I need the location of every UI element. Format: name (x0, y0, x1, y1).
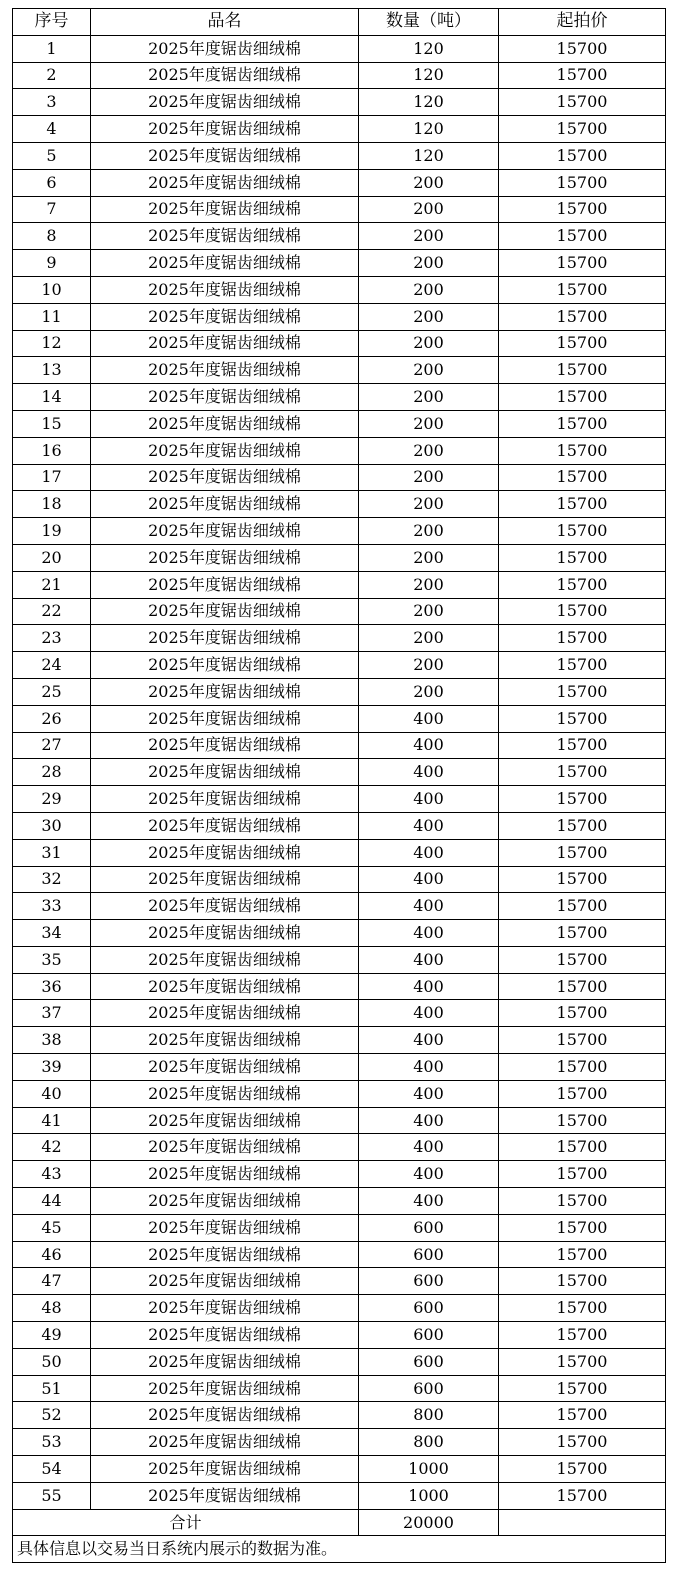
starting-price: 15700 (499, 491, 666, 518)
product-name: 2025年度锯齿细绒棉 (91, 1402, 359, 1429)
row-index: 26 (13, 705, 91, 732)
row-index: 36 (13, 973, 91, 1000)
table-row (13, 384, 666, 411)
table-row (13, 303, 666, 330)
product-name: 2025年度锯齿细绒棉 (91, 35, 359, 62)
table-row (13, 1429, 666, 1456)
quantity: 200 (359, 357, 499, 384)
quantity: 600 (359, 1241, 499, 1268)
quantity: 1000 (359, 1456, 499, 1483)
row-index: 42 (13, 1134, 91, 1161)
table-row (13, 946, 666, 973)
quantity: 200 (359, 625, 499, 652)
footnote: 具体信息以交易当日系统内展示的数据为准。 (13, 1536, 666, 1563)
row-index: 38 (13, 1027, 91, 1054)
starting-price: 15700 (499, 598, 666, 625)
row-index: 51 (13, 1375, 91, 1402)
product-name: 2025年度锯齿细绒棉 (91, 303, 359, 330)
quantity: 400 (359, 705, 499, 732)
product-name: 2025年度锯齿细绒棉 (91, 1080, 359, 1107)
product-name: 2025年度锯齿细绒棉 (91, 1188, 359, 1215)
quantity: 200 (359, 169, 499, 196)
table-row (13, 1161, 666, 1188)
product-name: 2025年度锯齿细绒棉 (91, 276, 359, 303)
row-index: 32 (13, 866, 91, 893)
starting-price: 15700 (499, 518, 666, 545)
table-row (13, 491, 666, 518)
table-row (13, 1375, 666, 1402)
starting-price: 15700 (499, 35, 666, 62)
product-name: 2025年度锯齿细绒棉 (91, 1429, 359, 1456)
table-row (13, 223, 666, 250)
product-name: 2025年度锯齿细绒棉 (91, 973, 359, 1000)
row-index: 34 (13, 920, 91, 947)
table-row (13, 1322, 666, 1349)
quantity: 120 (359, 116, 499, 143)
product-name: 2025年度锯齿细绒棉 (91, 732, 359, 759)
starting-price: 15700 (499, 1322, 666, 1349)
quantity: 400 (359, 786, 499, 813)
table-row (13, 893, 666, 920)
starting-price: 15700 (499, 732, 666, 759)
row-index: 28 (13, 759, 91, 786)
row-index: 41 (13, 1107, 91, 1134)
quantity: 600 (359, 1268, 499, 1295)
starting-price: 15700 (499, 705, 666, 732)
row-index: 24 (13, 652, 91, 679)
product-name: 2025年度锯齿细绒棉 (91, 196, 359, 223)
row-index: 23 (13, 625, 91, 652)
quantity: 200 (359, 678, 499, 705)
product-name: 2025年度锯齿细绒棉 (91, 491, 359, 518)
product-name: 2025年度锯齿细绒棉 (91, 1348, 359, 1375)
starting-price: 15700 (499, 142, 666, 169)
table-row (13, 1080, 666, 1107)
starting-price: 15700 (499, 544, 666, 571)
quantity: 1000 (359, 1482, 499, 1509)
table-row (13, 518, 666, 545)
quantity: 400 (359, 866, 499, 893)
product-name: 2025年度锯齿细绒棉 (91, 678, 359, 705)
table-row (13, 1268, 666, 1295)
quantity: 200 (359, 491, 499, 518)
quantity: 200 (359, 303, 499, 330)
quantity: 400 (359, 1134, 499, 1161)
row-index: 47 (13, 1268, 91, 1295)
quantity: 200 (359, 598, 499, 625)
quantity: 200 (359, 196, 499, 223)
table-row (13, 625, 666, 652)
quantity: 400 (359, 1080, 499, 1107)
total-quantity: 20000 (359, 1509, 499, 1536)
quantity: 200 (359, 518, 499, 545)
quantity: 200 (359, 571, 499, 598)
table-row (13, 839, 666, 866)
starting-price: 15700 (499, 250, 666, 277)
table-row (13, 1214, 666, 1241)
table-row (13, 1456, 666, 1483)
header-index: 序号 (13, 9, 91, 36)
quantity: 120 (359, 35, 499, 62)
note-row (13, 1536, 666, 1563)
row-index: 31 (13, 839, 91, 866)
product-name: 2025年度锯齿细绒棉 (91, 518, 359, 545)
product-name: 2025年度锯齿细绒棉 (91, 1054, 359, 1081)
row-index: 53 (13, 1429, 91, 1456)
total-row (13, 1509, 666, 1536)
product-name: 2025年度锯齿细绒棉 (91, 1268, 359, 1295)
row-index: 8 (13, 223, 91, 250)
quantity: 200 (359, 223, 499, 250)
product-name: 2025年度锯齿细绒棉 (91, 437, 359, 464)
row-index: 18 (13, 491, 91, 518)
table-row (13, 116, 666, 143)
row-index: 17 (13, 464, 91, 491)
quantity: 800 (359, 1429, 499, 1456)
row-index: 20 (13, 544, 91, 571)
table-row (13, 464, 666, 491)
table-row (13, 812, 666, 839)
table-row (13, 437, 666, 464)
quantity: 200 (359, 250, 499, 277)
product-name: 2025年度锯齿细绒棉 (91, 1107, 359, 1134)
starting-price: 15700 (499, 1241, 666, 1268)
quantity: 400 (359, 920, 499, 947)
product-name: 2025年度锯齿细绒棉 (91, 705, 359, 732)
table-row (13, 62, 666, 89)
quantity: 200 (359, 652, 499, 679)
product-name: 2025年度锯齿细绒棉 (91, 1241, 359, 1268)
row-index: 45 (13, 1214, 91, 1241)
table-row (13, 142, 666, 169)
row-index: 49 (13, 1322, 91, 1349)
starting-price: 15700 (499, 1107, 666, 1134)
table-row (13, 330, 666, 357)
product-name: 2025年度锯齿细绒棉 (91, 1027, 359, 1054)
row-index: 7 (13, 196, 91, 223)
header-starting-price: 起拍价 (499, 9, 666, 36)
product-name: 2025年度锯齿细绒棉 (91, 357, 359, 384)
starting-price: 15700 (499, 276, 666, 303)
row-index: 21 (13, 571, 91, 598)
quantity: 400 (359, 1188, 499, 1215)
product-name: 2025年度锯齿细绒棉 (91, 839, 359, 866)
starting-price: 15700 (499, 839, 666, 866)
starting-price: 15700 (499, 330, 666, 357)
table-row (13, 196, 666, 223)
table-row (13, 1188, 666, 1215)
starting-price: 15700 (499, 866, 666, 893)
starting-price: 15700 (499, 625, 666, 652)
table-row (13, 571, 666, 598)
row-index: 29 (13, 786, 91, 813)
table-row (13, 1482, 666, 1509)
product-name: 2025年度锯齿细绒棉 (91, 544, 359, 571)
quantity: 400 (359, 1000, 499, 1027)
row-index: 1 (13, 35, 91, 62)
starting-price: 15700 (499, 1027, 666, 1054)
total-price (499, 1509, 666, 1536)
starting-price: 15700 (499, 1348, 666, 1375)
quantity: 600 (359, 1348, 499, 1375)
product-name: 2025年度锯齿细绒棉 (91, 1161, 359, 1188)
quantity: 600 (359, 1375, 499, 1402)
auction-table (12, 8, 666, 1563)
table-row (13, 89, 666, 116)
starting-price: 15700 (499, 678, 666, 705)
quantity: 200 (359, 437, 499, 464)
product-name: 2025年度锯齿细绒棉 (91, 625, 359, 652)
table-row (13, 866, 666, 893)
quantity: 120 (359, 142, 499, 169)
table-row (13, 1295, 666, 1322)
row-index: 48 (13, 1295, 91, 1322)
table-row (13, 250, 666, 277)
starting-price: 15700 (499, 357, 666, 384)
product-name: 2025年度锯齿细绒棉 (91, 866, 359, 893)
row-index: 5 (13, 142, 91, 169)
starting-price: 15700 (499, 1054, 666, 1081)
row-index: 44 (13, 1188, 91, 1215)
starting-price: 15700 (499, 169, 666, 196)
starting-price: 15700 (499, 464, 666, 491)
starting-price: 15700 (499, 384, 666, 411)
table-row (13, 973, 666, 1000)
product-name: 2025年度锯齿细绒棉 (91, 1214, 359, 1241)
quantity: 400 (359, 759, 499, 786)
row-index: 30 (13, 812, 91, 839)
product-name: 2025年度锯齿细绒棉 (91, 571, 359, 598)
starting-price: 15700 (499, 1456, 666, 1483)
product-name: 2025年度锯齿细绒棉 (91, 893, 359, 920)
product-name: 2025年度锯齿细绒棉 (91, 1322, 359, 1349)
table-header-row (13, 9, 666, 36)
product-name: 2025年度锯齿细绒棉 (91, 1000, 359, 1027)
total-label: 合计 (13, 1509, 359, 1536)
row-index: 11 (13, 303, 91, 330)
table-row (13, 759, 666, 786)
product-name: 2025年度锯齿细绒棉 (91, 786, 359, 813)
table-row (13, 920, 666, 947)
starting-price: 15700 (499, 1000, 666, 1027)
starting-price: 15700 (499, 437, 666, 464)
starting-price: 15700 (499, 196, 666, 223)
row-index: 14 (13, 384, 91, 411)
starting-price: 15700 (499, 1214, 666, 1241)
product-name: 2025年度锯齿细绒棉 (91, 1134, 359, 1161)
table-row (13, 732, 666, 759)
product-name: 2025年度锯齿细绒棉 (91, 142, 359, 169)
table-row (13, 544, 666, 571)
starting-price: 15700 (499, 223, 666, 250)
table-row (13, 1134, 666, 1161)
row-index: 6 (13, 169, 91, 196)
row-index: 13 (13, 357, 91, 384)
table-row (13, 410, 666, 437)
quantity: 200 (359, 384, 499, 411)
table-row (13, 786, 666, 813)
table-row (13, 652, 666, 679)
starting-price: 15700 (499, 303, 666, 330)
quantity: 200 (359, 410, 499, 437)
quantity: 600 (359, 1295, 499, 1322)
quantity: 120 (359, 89, 499, 116)
starting-price: 15700 (499, 1080, 666, 1107)
row-index: 3 (13, 89, 91, 116)
product-name: 2025年度锯齿细绒棉 (91, 1456, 359, 1483)
quantity: 600 (359, 1214, 499, 1241)
starting-price: 15700 (499, 1161, 666, 1188)
product-name: 2025年度锯齿细绒棉 (91, 169, 359, 196)
row-index: 27 (13, 732, 91, 759)
header-product-name: 品名 (91, 9, 359, 36)
product-name: 2025年度锯齿细绒棉 (91, 1295, 359, 1322)
product-name: 2025年度锯齿细绒棉 (91, 812, 359, 839)
product-name: 2025年度锯齿细绒棉 (91, 920, 359, 947)
starting-price: 15700 (499, 759, 666, 786)
row-index: 25 (13, 678, 91, 705)
starting-price: 15700 (499, 1295, 666, 1322)
row-index: 50 (13, 1348, 91, 1375)
row-index: 54 (13, 1456, 91, 1483)
starting-price: 15700 (499, 920, 666, 947)
table-row (13, 1241, 666, 1268)
row-index: 39 (13, 1054, 91, 1081)
quantity: 120 (359, 62, 499, 89)
starting-price: 15700 (499, 946, 666, 973)
starting-price: 15700 (499, 1134, 666, 1161)
table-row (13, 1054, 666, 1081)
starting-price: 15700 (499, 89, 666, 116)
row-index: 15 (13, 410, 91, 437)
table-row (13, 1027, 666, 1054)
row-index: 46 (13, 1241, 91, 1268)
row-index: 10 (13, 276, 91, 303)
quantity: 400 (359, 732, 499, 759)
quantity: 200 (359, 276, 499, 303)
product-name: 2025年度锯齿细绒棉 (91, 250, 359, 277)
table-row (13, 1348, 666, 1375)
table-row (13, 678, 666, 705)
product-name: 2025年度锯齿细绒棉 (91, 759, 359, 786)
starting-price: 15700 (499, 973, 666, 1000)
starting-price: 15700 (499, 410, 666, 437)
quantity: 400 (359, 946, 499, 973)
product-name: 2025年度锯齿细绒棉 (91, 1482, 359, 1509)
product-name: 2025年度锯齿细绒棉 (91, 464, 359, 491)
row-index: 52 (13, 1402, 91, 1429)
table-row (13, 598, 666, 625)
product-name: 2025年度锯齿细绒棉 (91, 223, 359, 250)
starting-price: 15700 (499, 116, 666, 143)
quantity: 800 (359, 1402, 499, 1429)
row-index: 2 (13, 62, 91, 89)
product-name: 2025年度锯齿细绒棉 (91, 330, 359, 357)
starting-price: 15700 (499, 786, 666, 813)
row-index: 22 (13, 598, 91, 625)
starting-price: 15700 (499, 1482, 666, 1509)
quantity: 200 (359, 544, 499, 571)
quantity: 400 (359, 973, 499, 1000)
row-index: 40 (13, 1080, 91, 1107)
starting-price: 15700 (499, 62, 666, 89)
quantity: 400 (359, 1054, 499, 1081)
starting-price: 15700 (499, 1375, 666, 1402)
row-index: 35 (13, 946, 91, 973)
product-name: 2025年度锯齿细绒棉 (91, 89, 359, 116)
row-index: 19 (13, 518, 91, 545)
starting-price: 15700 (499, 1188, 666, 1215)
starting-price: 15700 (499, 652, 666, 679)
row-index: 33 (13, 893, 91, 920)
row-index: 43 (13, 1161, 91, 1188)
quantity: 200 (359, 464, 499, 491)
starting-price: 15700 (499, 1268, 666, 1295)
table-row (13, 1402, 666, 1429)
header-quantity: 数量（吨） (359, 9, 499, 36)
table-row (13, 169, 666, 196)
starting-price: 15700 (499, 1402, 666, 1429)
table-row (13, 1000, 666, 1027)
starting-price: 15700 (499, 812, 666, 839)
product-name: 2025年度锯齿细绒棉 (91, 62, 359, 89)
starting-price: 15700 (499, 571, 666, 598)
table-row (13, 276, 666, 303)
quantity: 200 (359, 330, 499, 357)
quantity: 400 (359, 812, 499, 839)
product-name: 2025年度锯齿细绒棉 (91, 1375, 359, 1402)
starting-price: 15700 (499, 1429, 666, 1456)
row-index: 12 (13, 330, 91, 357)
table-row (13, 357, 666, 384)
starting-price: 15700 (499, 893, 666, 920)
quantity: 400 (359, 1027, 499, 1054)
quantity: 400 (359, 1161, 499, 1188)
quantity: 400 (359, 1107, 499, 1134)
product-name: 2025年度锯齿细绒棉 (91, 116, 359, 143)
product-name: 2025年度锯齿细绒棉 (91, 598, 359, 625)
row-index: 55 (13, 1482, 91, 1509)
table-row (13, 1107, 666, 1134)
row-index: 9 (13, 250, 91, 277)
row-index: 4 (13, 116, 91, 143)
quantity: 400 (359, 893, 499, 920)
quantity: 400 (359, 839, 499, 866)
product-name: 2025年度锯齿细绒棉 (91, 384, 359, 411)
product-name: 2025年度锯齿细绒棉 (91, 652, 359, 679)
quantity: 600 (359, 1322, 499, 1349)
product-name: 2025年度锯齿细绒棉 (91, 946, 359, 973)
row-index: 16 (13, 437, 91, 464)
table-row (13, 35, 666, 62)
product-name: 2025年度锯齿细绒棉 (91, 410, 359, 437)
table-row (13, 705, 666, 732)
row-index: 37 (13, 1000, 91, 1027)
table-body (13, 35, 666, 1509)
